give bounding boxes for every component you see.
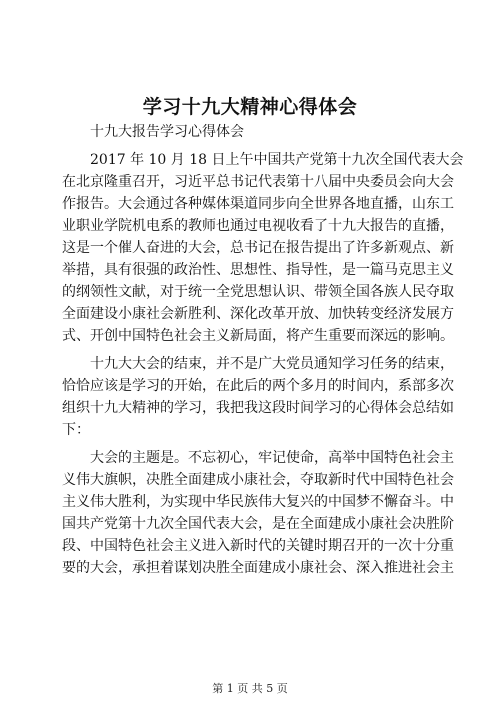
text-line: 组织十九大精神的学习，我把我这段时间学习的心得体会总结如 — [62, 400, 454, 416]
text-line: 义伟大旗帜，决胜全面建成小康社会，夺取新时代中国特色社会 — [62, 472, 454, 488]
text-line: 的纲领性文献，对于统一全党思想认识、带领全国各族人民夺取 — [62, 284, 454, 300]
text-line: 2017 年 10 月 18 日上午中国共产党第十九次全国代表大会 — [90, 152, 464, 168]
text-line: 举措，具有很强的政治性、思想性、指导性，是一篇马克思主义 — [62, 262, 454, 278]
text-line: 作报告。大会通过各种媒体渠道同步向全世界各地直播，山东工 — [62, 196, 454, 212]
text-line: 国共产党第十九次全国代表大会，是在全面建成小康社会决胜阶 — [62, 516, 454, 532]
subtitle: 十九大报告学习心得体会 — [90, 124, 244, 140]
text-line: 主义伟大胜利，为实现中华民族伟大复兴的中国梦不懈奋斗。中 — [62, 494, 454, 510]
paragraph-1 — [62, 149, 464, 347]
page-footer: 第 1 页 共 5 页 — [212, 682, 288, 695]
text-line: 恰恰应该是学习的开始，在此后的两个多月的时间内，系部多次 — [62, 378, 454, 394]
document-title: 学习十九大精神心得体会 — [142, 96, 358, 118]
text-line: 式、开创中国特色社会主义新局面，将产生重要而深远的影响。 — [62, 328, 454, 344]
text-line: 大会的主题是。不忘初心，牢记使命，高举中国特色社会主 — [90, 450, 454, 466]
text-line: 在北京隆重召开，习近平总书记代表第十八届中央委员会向大会 — [62, 174, 454, 190]
text-line: 段、中国特色社会主义进入新时代的关键时期召开的一次十分重 — [62, 538, 454, 554]
text-line: 要的大会，承担着谋划决胜全面建成小康社会、深入推进社会主 — [62, 560, 454, 576]
document-body — [62, 121, 464, 579]
text-line: 这是一个催人奋进的大会，总书记在报告提出了许多新观点、新 — [62, 240, 454, 256]
text-line: 业职业学院机电系的教师也通过电视收看了十九大报告的直播， — [62, 218, 454, 234]
text-line: 下： — [62, 422, 90, 438]
paragraph-2 — [62, 353, 454, 441]
paragraph-3 — [62, 447, 454, 579]
text-line: 十九大大会的结束，并不是广大党员通知学习任务的结束， — [90, 356, 454, 372]
text-line: 全面建设小康社会新胜利、深化改革开放、加快转变经济发展方 — [62, 306, 454, 322]
